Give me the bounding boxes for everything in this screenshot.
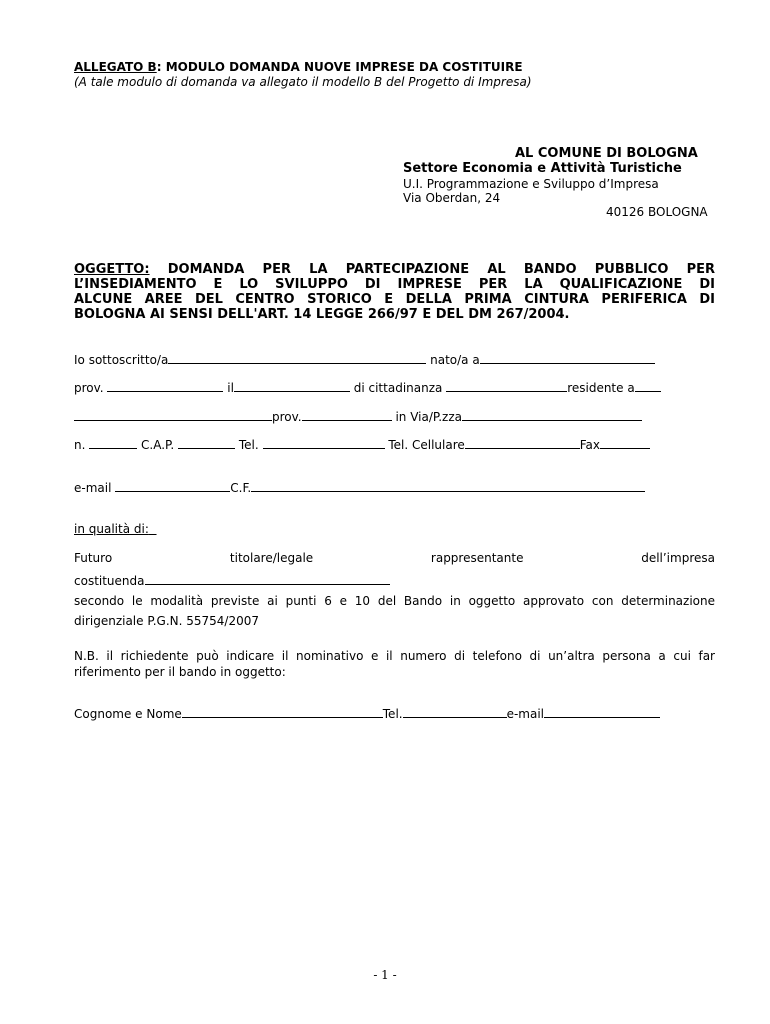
sottoscritto-label: Io sottoscritto/a — [74, 353, 169, 367]
attachment-title: MODULO DOMANDA NUOVE IMPRESE DA COSTITUIRE — [161, 60, 523, 74]
recipient-name: AL COMUNE DI BOLOGNA — [515, 146, 698, 161]
cf-label: C.F. — [230, 481, 252, 495]
company-name-field[interactable] — [145, 573, 390, 585]
attachment-colon: : — [156, 60, 162, 74]
residence-city-field[interactable] — [74, 409, 272, 421]
birthplace-field[interactable] — [480, 352, 655, 364]
contact-person-row — [74, 706, 660, 721]
mobile-field[interactable] — [465, 437, 580, 449]
email-label: e-mail — [74, 481, 116, 495]
cellulare-label: Tel. Cellulare — [384, 438, 465, 452]
recipient-city: 40126 BOLOGNA — [606, 205, 708, 219]
recipient-address: Via Oberdan, 24 — [403, 191, 501, 205]
prov-label: prov. — [74, 381, 108, 395]
qualita-word-3: rappresentante — [430, 551, 524, 565]
contact-tel-label: Tel. — [382, 707, 403, 721]
recipient-department: Settore Economia e Attività Turistiche — [403, 161, 682, 176]
qualita-word-1: Futuro — [74, 551, 113, 565]
tel-label: Tel. — [235, 438, 263, 452]
qualita-row — [74, 551, 715, 565]
nato-label: nato/a a — [426, 353, 480, 367]
cap-field[interactable] — [178, 437, 235, 449]
subject-line-4: BOLOGNA AI SENSI DELL'ART. 14 LEGGE 266/97 E DEL DM 267/2004. — [74, 307, 570, 322]
contact-name-field[interactable] — [182, 706, 383, 718]
birth-date-field[interactable] — [234, 380, 350, 392]
subject-line-3: ALCUNE AREE DEL CENTRO STORICO E DELLA PRIMA CINTURA PERIFERICA DI — [74, 292, 715, 307]
citizenship-field[interactable] — [446, 380, 567, 392]
fax-field[interactable] — [600, 437, 650, 449]
prov2-label: prov. — [272, 410, 302, 424]
fiscal-code-field[interactable] — [251, 480, 645, 492]
attachment-label: ALLEGATO B — [74, 60, 157, 74]
subject-line-2: L’INSEDIAMENTO E LO SVILUPPO DI IMPRESE PER LA QUALIFICAZIONE DI — [74, 277, 715, 292]
il-label: il — [223, 381, 234, 395]
recipient-unit: U.I. Programmazione e Sviluppo d’Impresa — [403, 177, 659, 191]
contact-phone-field[interactable] — [403, 706, 507, 718]
page-number: - 1 - — [373, 968, 397, 982]
nb-paragraph: N.B. il richiedente può indicare il nominativo e il numero di telefono di un’altra persona a cui far riferimento per il bando in oggetto: — [74, 649, 715, 679]
residente-label: residente a — [567, 381, 635, 395]
attachment-note: (A tale modulo di domanda va allegato il modello B del Progetto di Impresa) — [74, 75, 532, 89]
qualita-word-4: dell’impresa — [641, 551, 715, 565]
modalita-paragraph: secondo le modalità previste ai punti 6 e 10 del Bando in oggetto approvato con determinazione dirigenziale P.G.N. 55754/2007 — [74, 594, 715, 628]
cap-label: C.A.P. — [137, 438, 179, 452]
qualita-word-2: titolare/legale — [229, 551, 314, 565]
fax-label: Fax — [579, 438, 601, 452]
subject-line-1: DOMANDA PER LA PARTECIPAZIONE AL BANDO PUBBLICO PER — [149, 262, 715, 277]
form-row-name — [74, 352, 655, 367]
cognome-label: Cognome e Nome — [74, 707, 182, 721]
subject-block — [74, 262, 715, 322]
costituenda-label: costituenda — [74, 574, 145, 588]
residence-field[interactable] — [635, 380, 661, 392]
form-row-birth — [74, 380, 661, 395]
phone-field[interactable] — [263, 437, 385, 449]
qualita-label-text: in qualità di: — [74, 522, 149, 536]
street-field[interactable] — [462, 409, 642, 421]
form-row-address — [74, 409, 642, 424]
email-field[interactable] — [115, 480, 230, 492]
qualita-label — [74, 522, 157, 536]
form-row-email — [74, 480, 645, 495]
costituenda-row — [74, 573, 390, 588]
n-label: n. — [74, 438, 90, 452]
birth-province-field[interactable] — [107, 380, 223, 392]
subject-label: OGGETTO: — [74, 262, 150, 277]
street-number-field[interactable] — [89, 437, 137, 449]
contact-email-field[interactable] — [544, 706, 660, 718]
via-label: in Via/P.zza — [391, 410, 463, 424]
contact-email-label: e-mail — [506, 707, 545, 721]
attachment-heading — [74, 60, 523, 74]
residence-province-field[interactable] — [302, 409, 392, 421]
form-row-contact — [74, 437, 650, 452]
name-field[interactable] — [168, 352, 426, 364]
cittadinanza-label: di cittadinanza — [349, 381, 447, 395]
